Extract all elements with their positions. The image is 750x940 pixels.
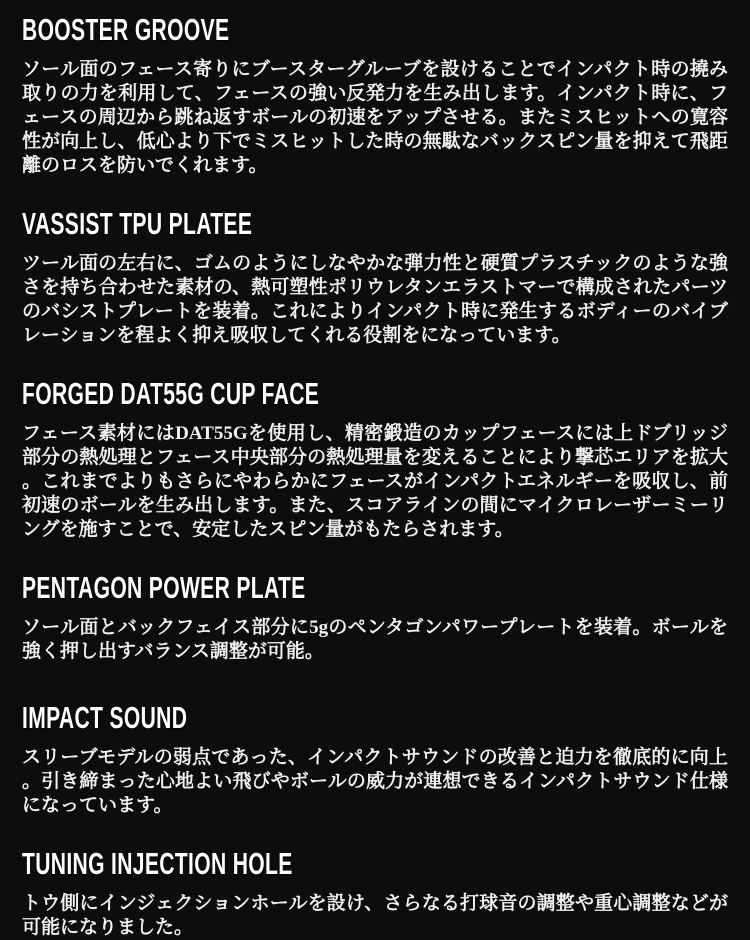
section-booster-groove [22, 14, 728, 178]
section-body-forged-dat55g-cup-face: フェース素材にはDAT55Gを使用し、精密鍛造のカップフェースには上ドブリッジ部分の熱処理とフェース中央部分の熱処理量を変えることにより撃芯エリアを拡大。これまでよりもさらにやわらかにフェースがインパクトエネルギーを吸収し、前初速のボールを生み出します。また、スコアラインの間にマイクロレーザーミーリングを施すことで、安定したスピン量がもたらされます。 [22, 423, 728, 540]
section-heading-vassist-tpu-platee: VASSIST TPU PLATEE [22, 206, 253, 241]
section-heading-impact-sound: IMPACT SOUND [22, 700, 188, 735]
section-body-booster-groove: ソール面のフェース寄りにブースターグルーブを設けることでインパクト時の撓み取りの力を利用して、フェースの強い反発力を生み出します。インパクト時に、フェースの周辺から跳ね返すボールの初速をアップさせる。またミスヒットへの寛容性が向上し、低心より下でミスヒットした時の無駄なバックスピン量を抑えて飛距離のロスを防いでくれます。 [22, 59, 728, 176]
section-body-vassist-tpu-platee: ツール面の左右に、ゴムのようにしなやかな弾力性と硬質プラスチックのような強さを持ち合わせた素材の、熱可塑性ポリウレタンエラストマーで構成されたパーツのバシストプレートを装着。これによりインパクト時に発生するボディーのバイブレーションを程よく抑え吸収してくれる役割をになっています。 [22, 253, 728, 346]
section-tuning-injection-hole [22, 848, 728, 940]
section-body-impact-sound: スリーブモデルの弱点であった、インパクトサウンドの改善と迫力を徹底的に向上。引き締まった心地よい飛びやボールの威力が連想できるインパクトサウンド仕様になっています。 [22, 747, 728, 816]
section-body-pentagon-power-plate: ソール面とバックフェイス部分に5gのペンタゴンパワープレートを装着。ボールを強く押し出すバランス調整が可能。 [22, 617, 728, 662]
section-heading-tuning-injection-hole: TUNING INJECTION HOLE [22, 846, 293, 881]
section-body-tuning-injection-hole: トウ側にインジェクションホールを設け、さらなる打球音の調整や重心調整などが可能になりました。 [22, 893, 728, 938]
section-pentagon-power-plate [22, 572, 728, 664]
section-impact-sound [22, 702, 728, 818]
section-heading-pentagon-power-plate: PENTAGON POWER PLATE [22, 570, 306, 605]
section-heading-booster-groove: BOOSTER GROOVE [22, 12, 230, 47]
section-forged-dat55g-cup-face [22, 378, 728, 542]
section-heading-forged-dat55g-cup-face: FORGED DAT55G CUP FACE [22, 376, 320, 411]
section-vassist-tpu-platee [22, 208, 728, 348]
